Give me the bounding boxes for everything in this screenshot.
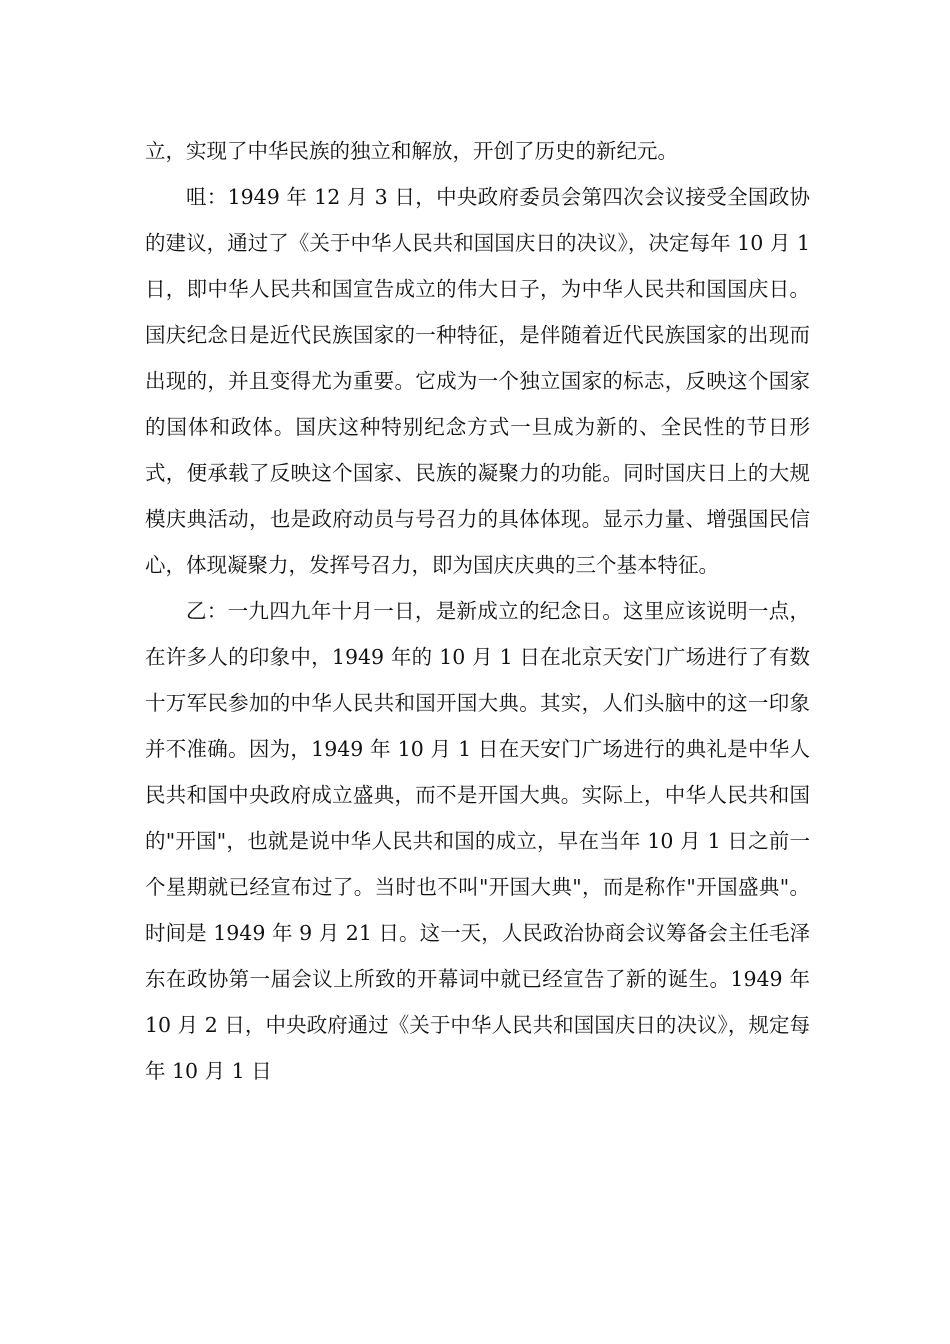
paragraph-national-day-resolution: 咀：1949 年 12 月 3 日，中央政府委员会第四次会议接受全国政协的建议，通过了《关于中华人民共和国国庆日的决议》，决定每年 10 月 1 日，即中华人民共和国宣告成立的伟大日子，为中华人民共和国国庆日。国庆纪念日是近代民族国家的一种特征，是伴随着近代民族国家的出现而出现的，并且变得尤为重要。它成为一个独立国家的标志，反映这个国家的国体和政体。国庆这种特别纪念方式一旦成为新的、全民性的节日形式，便承载了反映这个国家、民族的凝聚力的功能。同时国庆日上的大规模庆典活动，也是政府动员与号召力的具体体现。显示力量、增强国民信心，体现凝聚力，发挥号召力，即为国庆庆典的三个基本特征。: [145, 185, 810, 577]
paragraph-continuation: 立，实现了中华民族的独立和解放，开创了历史的新纪元。: [145, 139, 678, 163]
paragraph-founding-ceremony: 乙：一九四九年十月一日，是新成立的纪念日。这里应该说明一点，在许多人的印象中，1949 年的 10 月 1 日在北京天安门广场进行了有数十万军民参加的中华人民共和国开国大典。其实，人们头脑中的这一印象并不准确。因为，1949 年 10 月 1 日在天安门广场进行的典礼是中华人民共和国中央政府成立盛典，而不是开国大典。实际上，中华人民共和国的"开国"，也就是说中华人民共和国的成立，早在当年 10 月 1 日之前一个星期就已经宣布过了。当时也不叫"开国大典"，而是称作"开国盛典"。时间是 1949 年 9 月 21 日。这一天，人民政治协商会议筹备会主任毛泽东在政协第一届会议上所致的开幕词中就已经宣告了新的诞生。1949 年 10 月 2 日，中央政府通过《关于中华人民共和国国庆日的决议》，规定每年 10 月 1 日: [145, 599, 810, 1083]
body-text: [145, 128, 810, 1094]
